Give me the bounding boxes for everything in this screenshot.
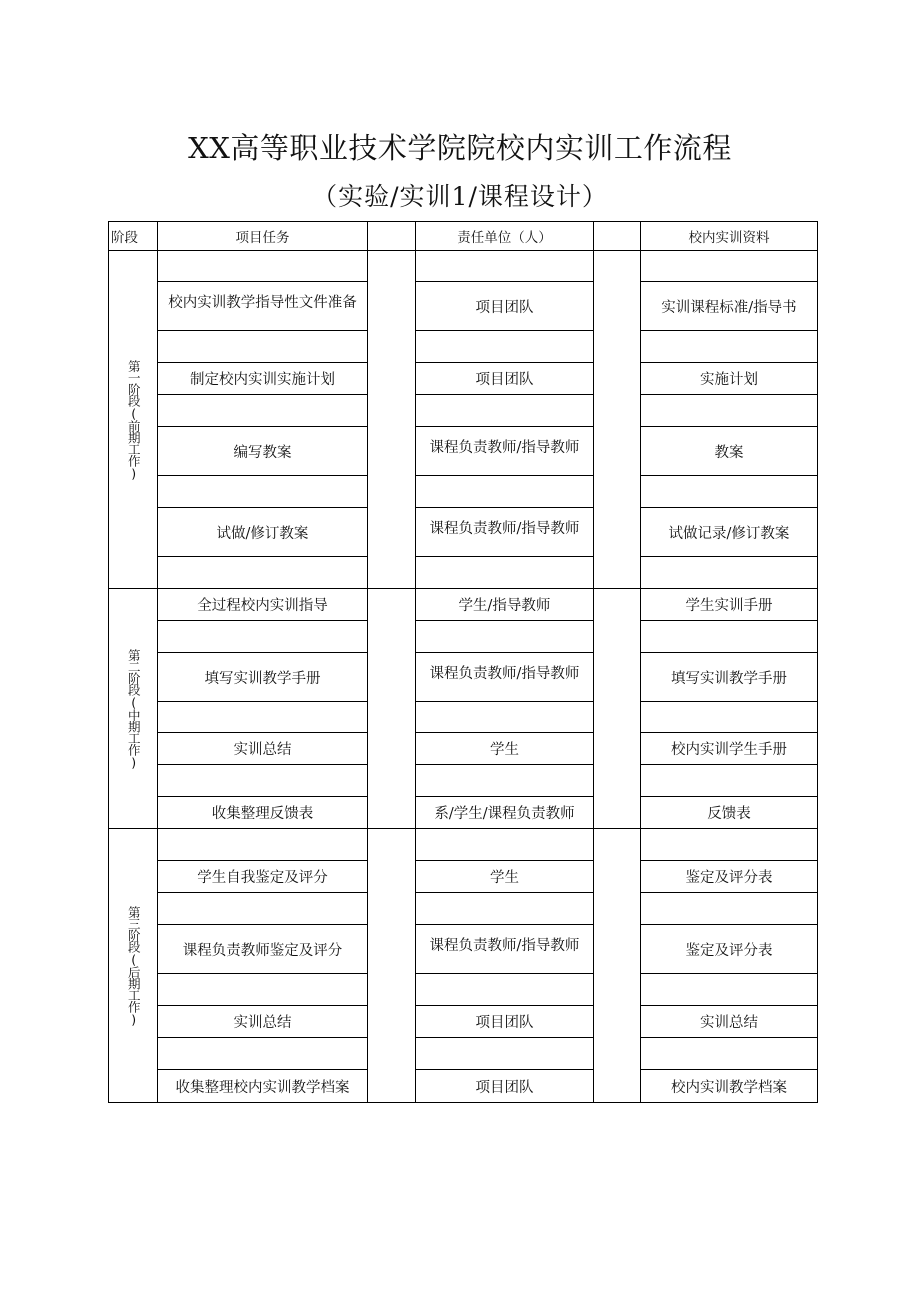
stage-label: 第二阶段(中期工作): [126, 648, 142, 769]
header-stage: 阶段: [108, 221, 158, 251]
responsible-cell: [415, 973, 594, 1006]
material-cell: [640, 330, 818, 363]
responsible-cell: [415, 620, 594, 653]
material-cell: 填写实训教学手册: [640, 652, 818, 702]
task-cell: [157, 475, 368, 508]
material-cell: 校内实训学生手册: [640, 732, 818, 765]
spacer-column-1: [367, 828, 416, 1103]
material-cell: [640, 892, 818, 925]
material-cell: [640, 764, 818, 797]
responsible-cell: 项目团队: [415, 362, 594, 395]
responsible-cell: [415, 330, 594, 363]
responsible-cell: 课程负责教师/指导教师: [415, 426, 594, 476]
task-cell: 填写实训教学手册: [157, 652, 368, 702]
task-cell: [157, 973, 368, 1006]
material-cell: 学生实训手册: [640, 588, 818, 621]
responsible-cell: 课程负责教师/指导教师: [415, 507, 594, 557]
page-title: XX高等职业技术学院院校内实训工作流程: [188, 131, 732, 165]
material-cell: 试做记录/修订教案: [640, 507, 818, 557]
task-cell: [157, 250, 368, 282]
responsible-cell: [415, 828, 594, 861]
task-cell: [157, 892, 368, 925]
responsible-cell: [415, 394, 594, 427]
task-cell: [157, 1037, 368, 1070]
material-cell: [640, 973, 818, 1006]
header-spacer: [593, 221, 641, 251]
material-cell: 实训总结: [640, 1005, 818, 1038]
task-cell: [157, 828, 368, 861]
responsible-cell: 项目团队: [415, 281, 594, 331]
material-cell: 反馈表: [640, 796, 818, 829]
task-cell: [157, 330, 368, 363]
spacer-column-2: [593, 250, 641, 589]
stage-cell: [108, 250, 158, 589]
header-task: 项目任务: [157, 221, 368, 251]
stage-label: 第一阶段(前期工作): [126, 359, 142, 480]
spacer-column-1: [367, 250, 416, 589]
spacer-column-2: [593, 588, 641, 829]
responsible-cell: [415, 701, 594, 733]
responsible-cell: 课程负责教师/指导教师: [415, 652, 594, 702]
material-cell: 教案: [640, 426, 818, 476]
task-cell: 收集整理校内实训教学档案: [157, 1069, 368, 1103]
material-cell: [640, 1037, 818, 1070]
responsible-cell: 学生/指导教师: [415, 588, 594, 621]
material-cell: 实训课程标准/指导书: [640, 281, 818, 331]
material-cell: [640, 250, 818, 282]
responsible-cell: [415, 764, 594, 797]
task-cell: 制定校内实训实施计划: [157, 362, 368, 395]
task-cell: [157, 556, 368, 589]
responsible-cell: [415, 475, 594, 508]
stage-label: 第三阶段(后期工作): [126, 905, 142, 1026]
material-cell: 鉴定及评分表: [640, 924, 818, 974]
task-cell: 编写教案: [157, 426, 368, 476]
header-materials: 校内实训资料: [640, 221, 818, 251]
responsible-cell: [415, 892, 594, 925]
responsible-cell: [415, 250, 594, 282]
page-subtitle: （实验/实训1/课程设计）: [312, 182, 608, 211]
task-cell: 收集整理反馈表: [157, 796, 368, 829]
task-cell: 全过程校内实训指导: [157, 588, 368, 621]
material-cell: [640, 394, 818, 427]
material-cell: [640, 701, 818, 733]
header-responsible: 责任单位（人）: [415, 221, 594, 251]
spacer-column-2: [593, 828, 641, 1103]
material-cell: [640, 620, 818, 653]
responsible-cell: [415, 1037, 594, 1070]
responsible-cell: 学生: [415, 732, 594, 765]
material-cell: [640, 556, 818, 589]
task-cell: [157, 764, 368, 797]
material-cell: 鉴定及评分表: [640, 860, 818, 893]
responsible-cell: 课程负责教师/指导教师: [415, 924, 594, 974]
material-cell: [640, 828, 818, 861]
task-cell: [157, 394, 368, 427]
responsible-cell: 项目团队: [415, 1005, 594, 1038]
material-cell: 实施计划: [640, 362, 818, 395]
task-cell: 试做/修订教案: [157, 507, 368, 557]
stage-cell: [108, 828, 158, 1103]
task-cell: 学生自我鉴定及评分: [157, 860, 368, 893]
responsible-cell: 项目团队: [415, 1069, 594, 1103]
task-cell: 实训总结: [157, 732, 368, 765]
material-cell: [640, 475, 818, 508]
task-cell: [157, 701, 368, 733]
task-cell: 校内实训教学指导性文件准备: [157, 281, 368, 331]
responsible-cell: [415, 556, 594, 589]
task-cell: 实训总结: [157, 1005, 368, 1038]
task-cell: 课程负责教师鉴定及评分: [157, 924, 368, 974]
material-cell: 校内实训教学档案: [640, 1069, 818, 1103]
responsible-cell: 学生: [415, 860, 594, 893]
responsible-cell: 系/学生/课程负责教师: [415, 796, 594, 829]
header-spacer: [367, 221, 416, 251]
task-cell: [157, 620, 368, 653]
spacer-column-1: [367, 588, 416, 829]
stage-cell: [108, 588, 158, 829]
